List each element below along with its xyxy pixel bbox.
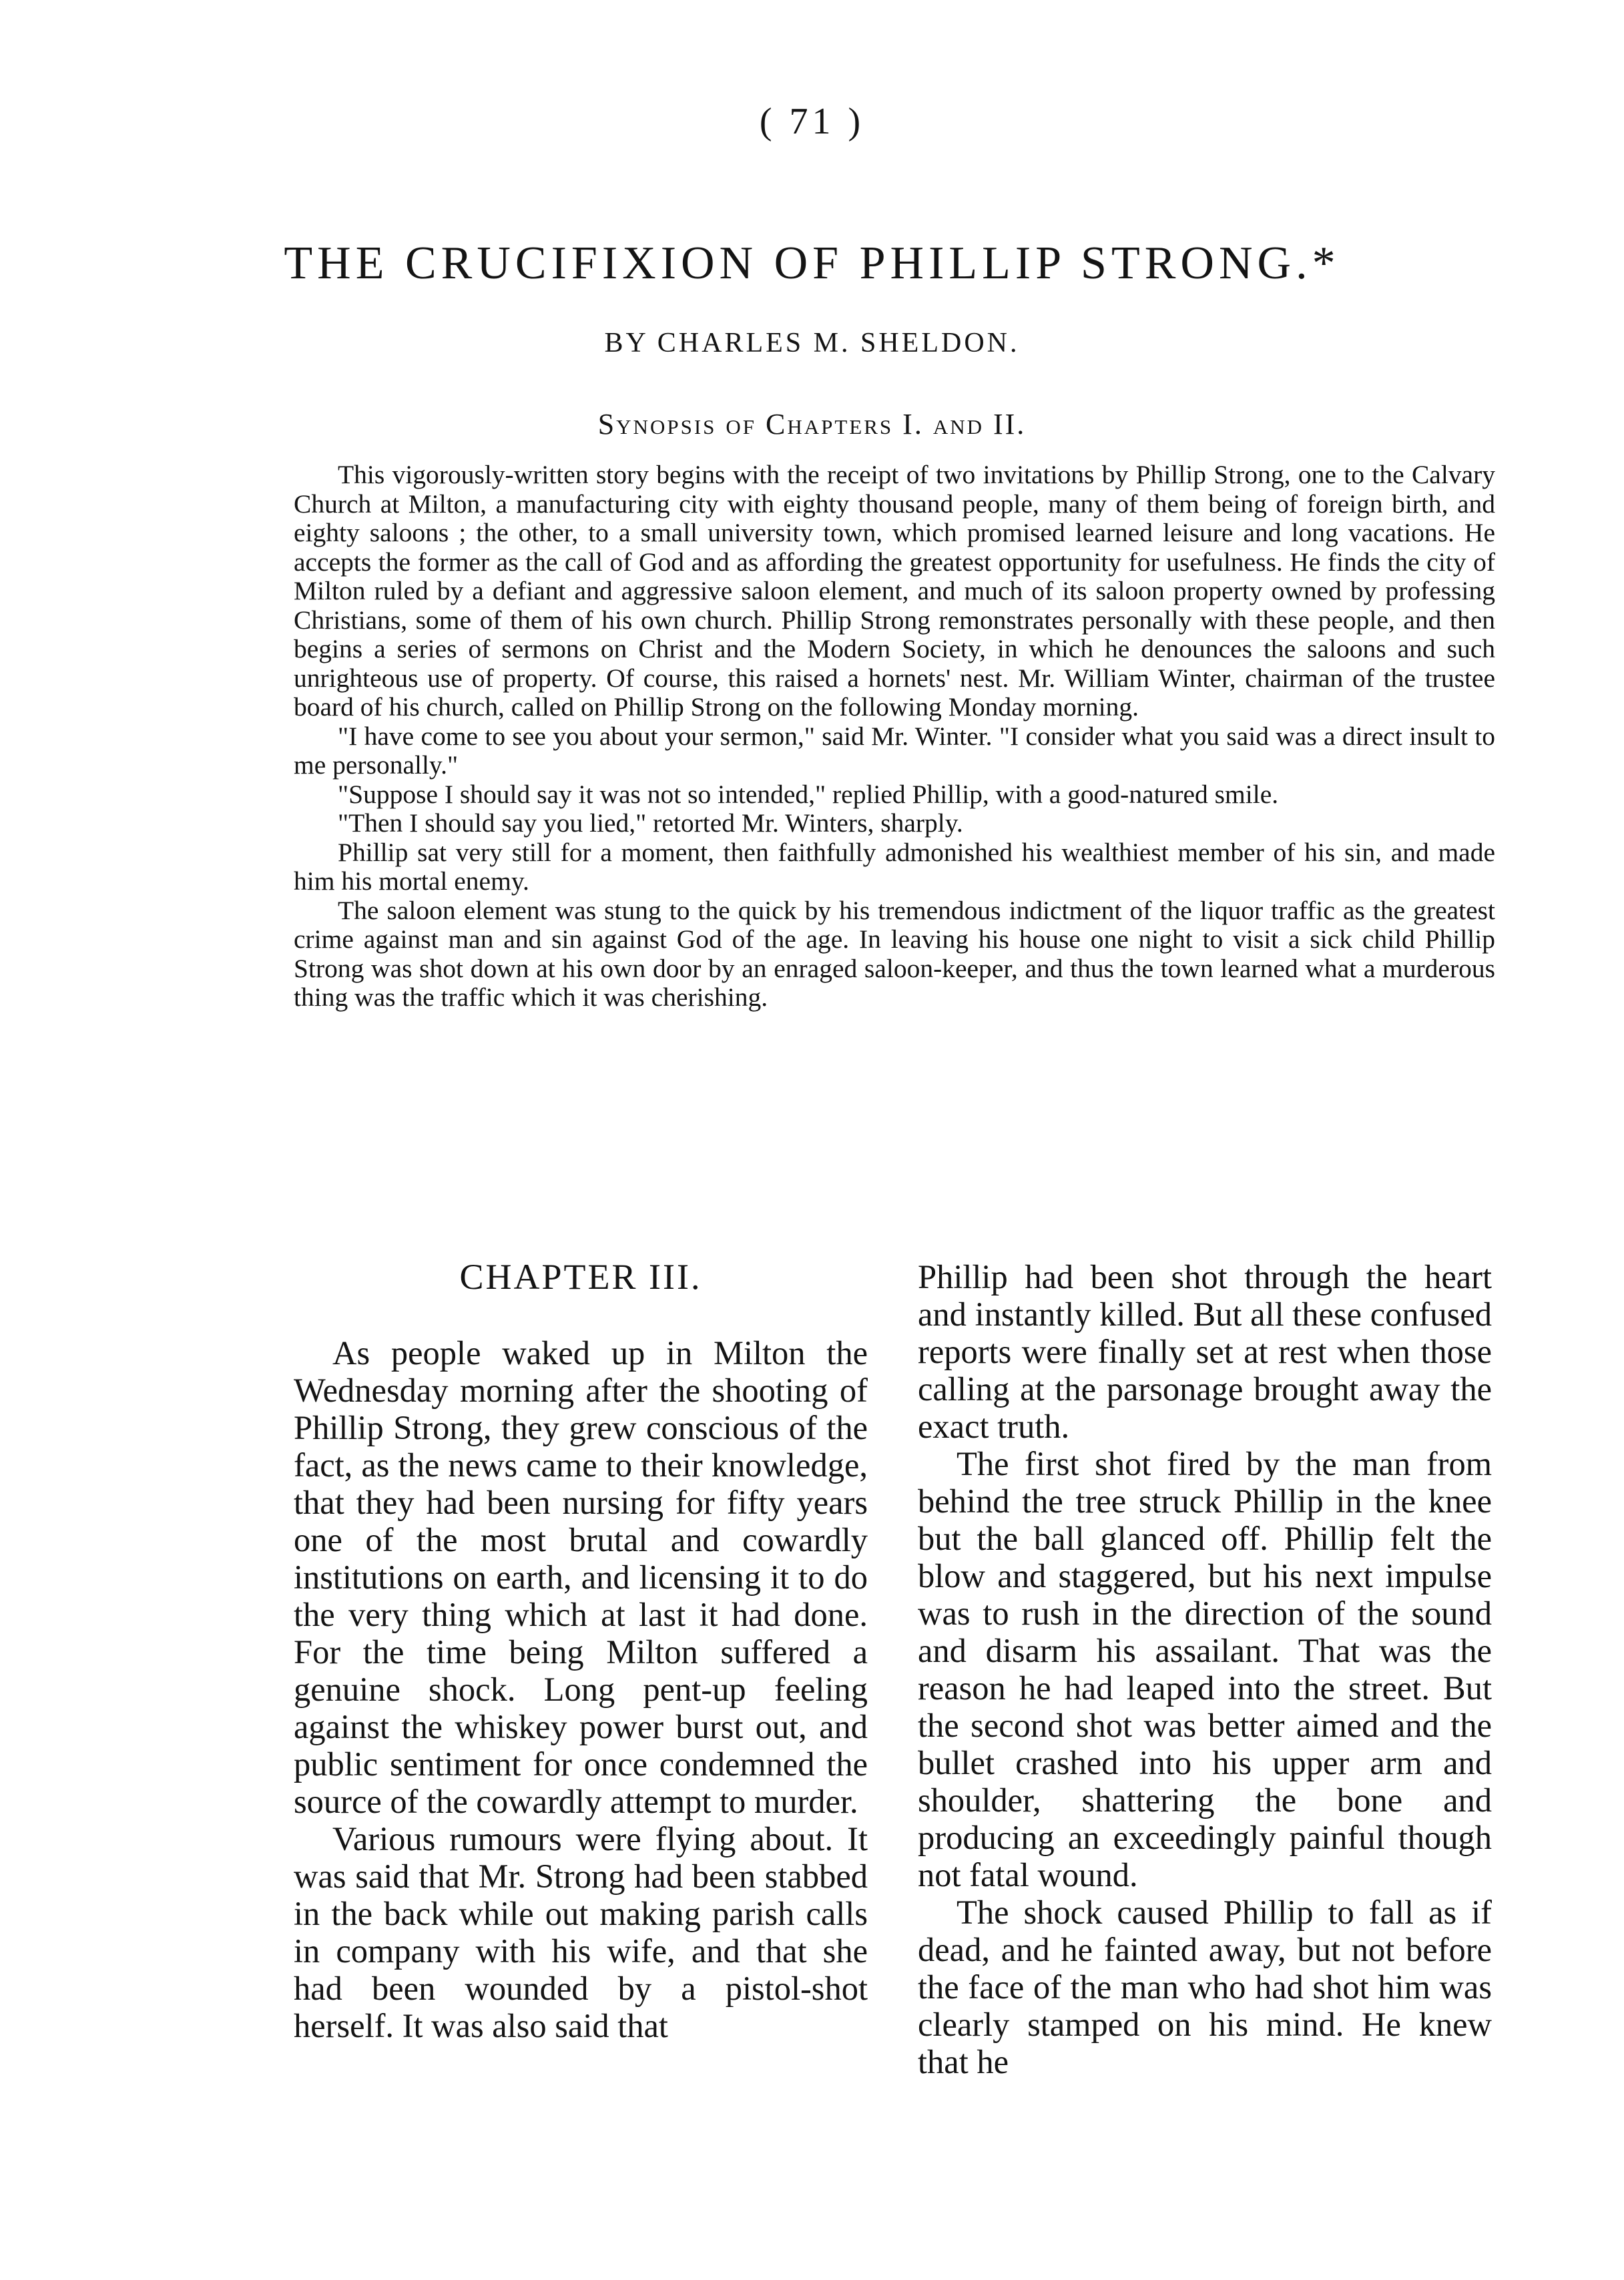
article-title: THE CRUCIFIXION OF PHILLIP STRONG.* (284, 238, 1340, 289)
synopsis-paragraph: "I have come to see you about your sermon," said Mr. Winter. "I consider what you said was a direct insult to me personally." (294, 721, 1495, 780)
synopsis-paragraph: The saloon element was stung to the quick by his tremendous indictment of the liquor traffic as the greatest crime against man and sin against God of the age. In leaving his house one night to visit a sick child Phillip Strong was shot down at his own door by an enraged saloon-keeper, and thus the town learned what a murderous thing was the traffic which it was cherishing. (294, 895, 1495, 1012)
body-paragraph: Various rumours were flying about. It was said that Mr. Strong had been stabbed in the back while out making parish calls in company with his wife, and that she had been wounded by a pistol-shot herself. It was also said that (294, 1820, 868, 2044)
article-byline: BY CHARLES M. SHELDON. (604, 328, 1020, 358)
body-paragraph: The first shot fired by the man from behind the tree struck Phillip in the knee but the ball glanced off. Phillip felt the blow and staggered, but his next impulse was to rush in the direction of the sound and disarm his assailant. That was the reason he had leaped into the street. But the second shot was better aimed and the bullet crashed into his upper arm and shoulder, shattering the bone and producing an exceedingly painful though not fatal wound. (918, 1445, 1492, 1894)
body-paragraph: As people waked up in Milton the Wednesday morning after the shooting of Phillip Strong, they grew conscious of the fact, as the news came to their knowledge, that they had been nursing for fifty years one of the most brutal and cowardly institutions on earth, and licensing it to do the very thing which at last it had done. For the time being Milton suffered a genuine shock. Long pent-up feeling against the whiskey power burst out, and public sentiment for once condemned the source of the cowardly attempt to murder. (294, 1334, 868, 1820)
synopsis (294, 461, 1495, 1013)
page-number: ( 71 ) (759, 101, 865, 142)
left-column (294, 1258, 868, 2044)
synopsis-paragraph: This vigorously-written story begins with the receipt of two invitations by Phillip Strong, one to the Calvary Church at Milton, a manufacturing city with eighty thousand people, many of them being of foreign birth, and eighty saloons ; the other, to a small university town, which promised learned leisure and long vacations. He accepts the former as the call of God and as affording the greatest opportunity for usefulness. He finds the city of Milton ruled by a defiant and aggressive saloon element, and much of its saloon property owned by professing Christians, some of them of his own church. Phillip Strong remonstrates personally with these people, and then begins a series of sermons on Christ and the Modern Society, in which he denounces the saloons and such unrighteous use of property. Of course, this raised a hornets' nest. Mr. William Winter, chairman of the trustee board of his church, called on Phillip Strong on the following Monday morning. (294, 460, 1495, 722)
body-paragraph-continued: Phillip had been shot through the heart and instantly killed. But all these confused reports were finally set at rest when those calling at the parsonage brought away the exact truth. (918, 1258, 1492, 1445)
chapter-heading: CHAPTER III. (459, 1257, 702, 1297)
synopsis-heading: Synopsis of Chapters I. and II. (597, 408, 1027, 441)
synopsis-paragraph: "Suppose I should say it was not so intended," replied Phillip, with a good-natured smile. (338, 779, 1279, 809)
synopsis-paragraph: Phillip sat very still for a moment, then faithfully admonished his wealthiest member of his sin, and made him his mortal enemy. (294, 837, 1495, 896)
synopsis-paragraph: "Then I should say you lied," retorted Mr. Winters, sharply. (338, 808, 963, 838)
body-paragraph: The shock caused Phillip to fall as if dead, and he fainted away, but not before the face of the man who had shot him was clearly stamped on his mind. He knew that he (918, 1894, 1492, 2080)
right-column (918, 1258, 1492, 2080)
